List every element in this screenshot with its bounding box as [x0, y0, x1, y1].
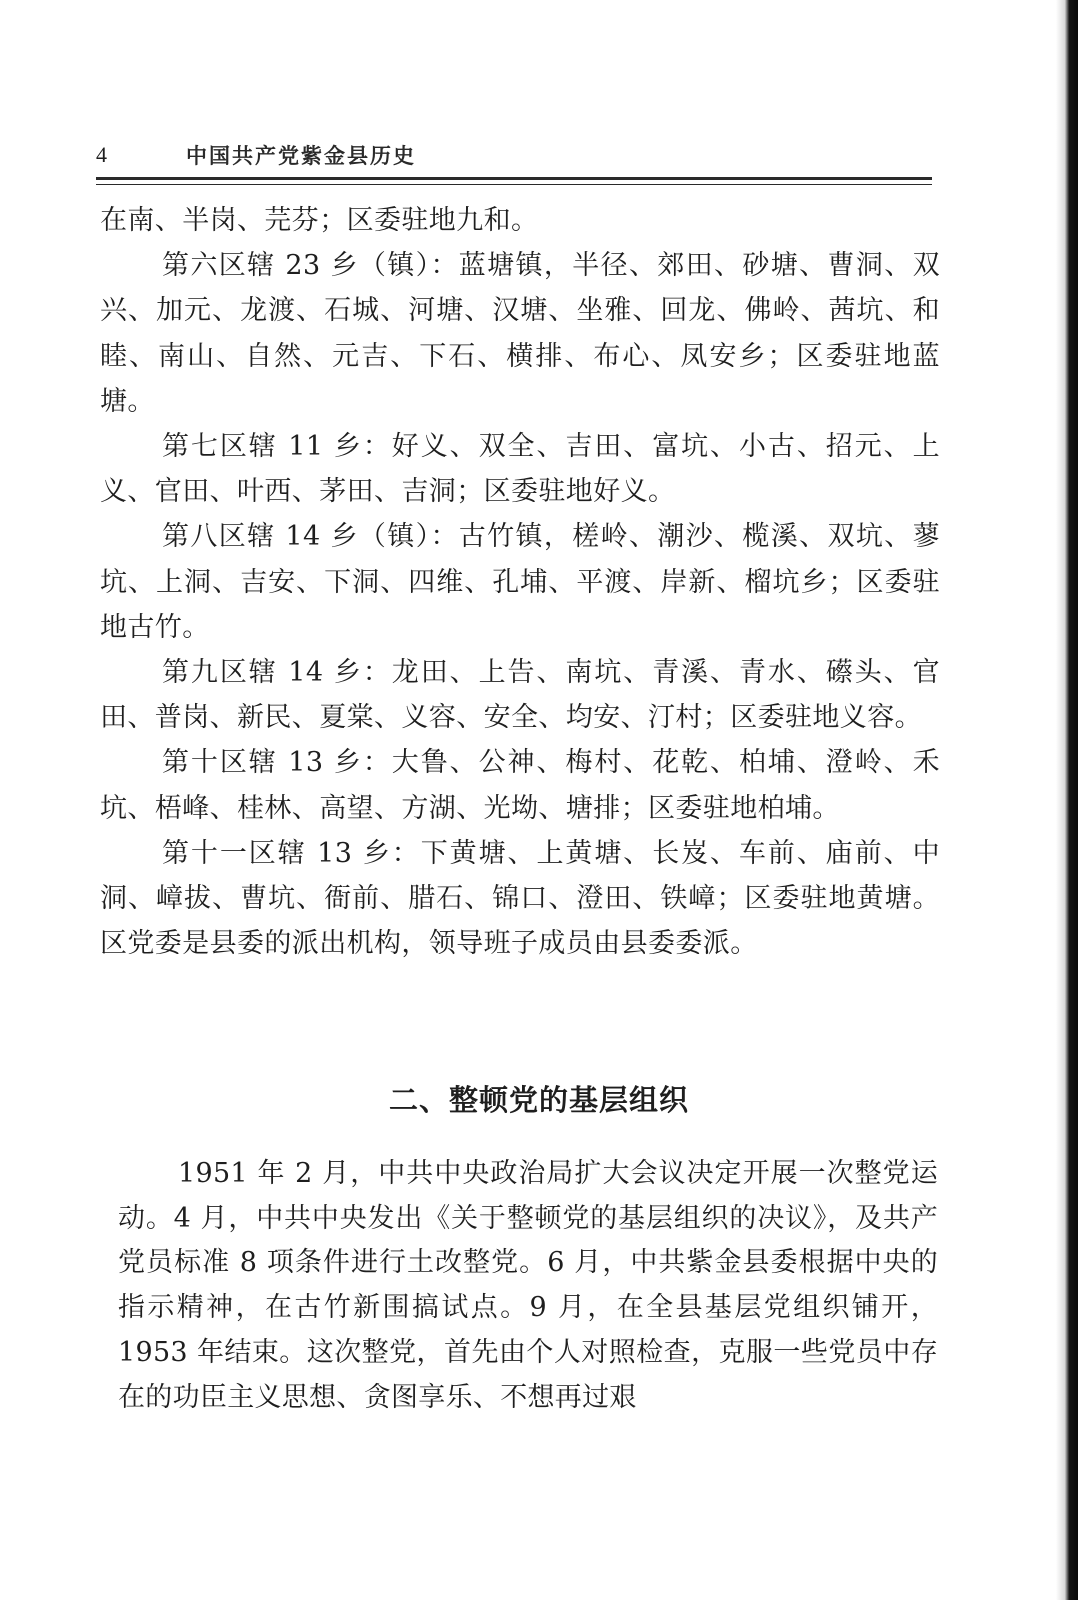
header-rule-thick	[96, 177, 932, 180]
paragraph-continuation: 在南、半岗、芫芬；区委驻地九和。	[100, 205, 539, 236]
section-body-text	[118, 1152, 938, 1420]
paragraph-district-10: 第十区辖 13 乡：大鲁、公神、梅村、花乾、柏埔、澄岭、禾坑、梧峰、桂林、高望、方湖、光坳、塘排；区委驻地柏埔。	[100, 747, 940, 824]
paragraph-district-9: 第九区辖 14 乡：龙田、上告、南坑、青溪、青水、礤头、官田、普岗、新民、夏棠、义容、安全、均安、汀村；区委驻地义容。	[100, 657, 940, 734]
page-header	[96, 134, 932, 174]
page-edge-shadow	[1056, 0, 1078, 1600]
district-list-text	[100, 198, 940, 966]
section-heading: 二、整顿党的基层组织	[388, 1083, 689, 1117]
paragraph-party-rectification: 1951 年 2 月，中共中央政治局扩大会议决定开展一次整党运动。4 月，中共中央发出《关于整顿党的基层组织的决议》，及共产党员标准 8 项条件进行土改整党。6 月，中共紫金县委根据中央的指示精神，在古竹新围搞试点。9 月，在全县基层党组织铺开，1953 年结束。这次整党，首先由个人对照检查，克服一些党员中存在的功臣主义思想、贪图享乐、不想再过艰	[118, 1158, 938, 1413]
page-number: 4	[96, 142, 107, 167]
running-title: 中国共产党紫金县历史	[186, 144, 416, 168]
paragraph-district-11: 第十一区辖 13 乡：下黄塘、上黄塘、长岌、车前、庙前、中洞、嶂拔、曹坑、衙前、腊石、锦口、澄田、铁嶂；区委驻地黄塘。区党委是县委的派出机构，领导班子成员由县委委派。	[100, 837, 940, 960]
paragraph-district-8: 第八区辖 14 乡（镇）：古竹镇，槎岭、潮沙、榄溪、双坑、蓼坑、上洞、吉安、下洞、四维、孔埔、平渡、岸新、榴坑乡；区委驻地古竹。	[100, 521, 940, 643]
paragraph-district-6: 第六区辖 23 乡（镇）：蓝塘镇，半径、郊田、砂塘、曹洞、双兴、加元、龙渡、石城、河塘、汉塘、坐雅、回龙、佛岭、茜坑、和睦、南山、自然、元吉、下石、横排、布心、凤安乡；区委驻地蓝塘。	[100, 250, 940, 417]
header-rule-thin	[96, 184, 932, 185]
paragraph-district-7: 第七区辖 11 乡：好义、双全、吉田、富坑、小古、招元、上义、官田、叶西、茅田、吉洞；区委驻地好义。	[100, 431, 940, 508]
